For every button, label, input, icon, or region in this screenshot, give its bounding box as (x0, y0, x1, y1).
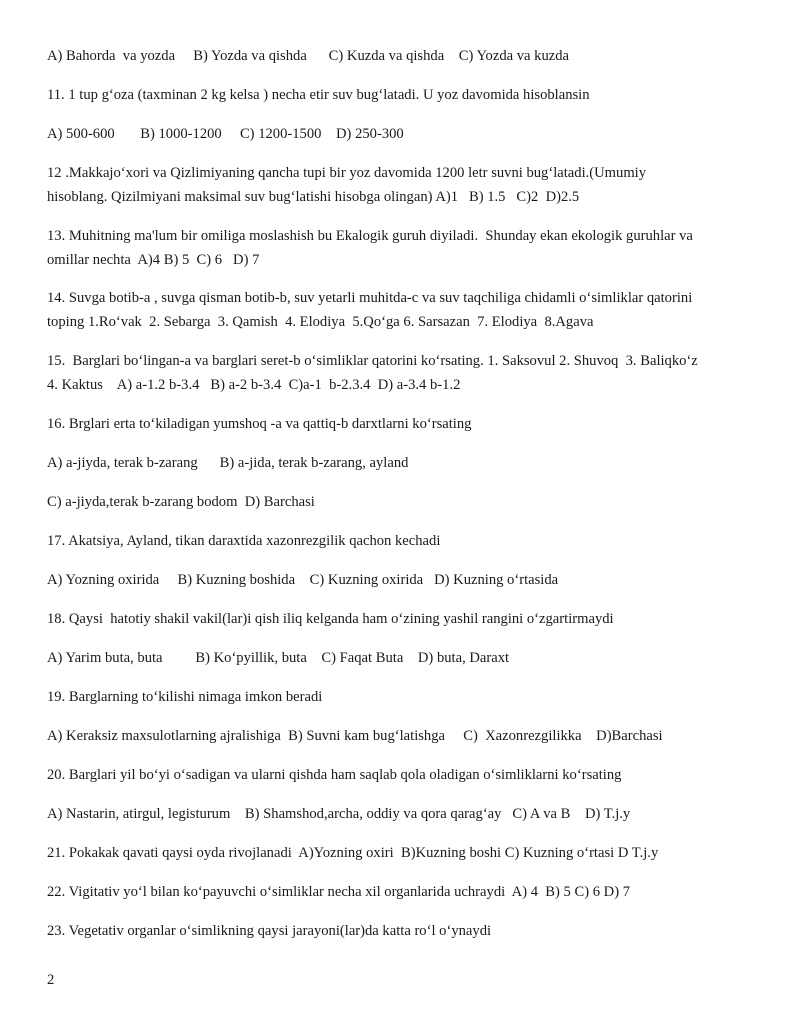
answer-options-line: A) Bahorda va yozda B) Yozda va qishda C) Kuzda va qishda C) Yozda va kuzda (47, 48, 570, 64)
question-11: 11. 1 tup g‘oza (taxminan 2 kg kelsa ) necha etir suv bug‘latadi. U yoz davomida hisoblansin (47, 87, 590, 103)
question-18: 18. Qaysi hatotiy shakil vakil(lar)i qish iliq kelganda ham o‘zining yashil rangini o‘zgartirmaydi (47, 611, 614, 627)
question-19: 19. Barglarning to‘kilishi nimaga imkon beradi (47, 689, 323, 705)
question-23: 23. Vegetativ organlar o‘simlikning qaysi jarayoni(lar)da katta ro‘l o‘ynaydi (47, 923, 492, 939)
answer-options-line: A) a-jiyda, terak b-zarang B) a-jida, terak b-zarang, ayland (47, 455, 409, 471)
question-15: 15. Barglari bo‘lingan-a va barglari seret-b o‘simliklar qatorini ko‘rsating. 1. Saksovul 2. Shuvoq 3. Baliqko‘z (47, 353, 698, 369)
question-20: 20. Barglari yil bo‘yi o‘sadigan va ularni qishda ham saqlab qola oladigan o‘simliklarni ko‘rsating (47, 767, 622, 783)
question-14-continued: toping 1.Ro‘vak 2. Sebarga 3. Qamish 4. Elodiya 5.Qo‘ga 6. Sarsazan 7. Elodiya 8.Agava (47, 314, 594, 330)
answer-options-line: A) Yarim buta, buta B) Ko‘pyillik, buta C) Faqat Buta D) buta, Daraxt (47, 650, 510, 666)
question-14: 14. Suvga botib-a , suvga qisman botib-b, suv yetarli muhitda-c va suv taqchiliga chidamli o‘simliklar qatorini (47, 290, 693, 306)
answer-options-line: C) a-jiyda,terak b-zarang bodom D) Barchasi (47, 494, 315, 510)
question-13: 13. Muhitning ma'lum bir omiliga moslashish bu Ekalogik guruh diyiladi. Shunday ekan ekologik guruhlar va (47, 228, 693, 244)
answer-options-line: A) Yozning oxirida B) Kuzning boshida C) Kuzning oxirida D) Kuzning o‘rtasida (47, 572, 559, 588)
question-16: 16. Brglari erta to‘kiladigan yumshoq -a va qattiq-b darxtlarni ko‘rsating (47, 416, 472, 432)
answer-options-line: A) Keraksiz maxsulotlarning ajralishiga B) Suvni kam bug‘latishga C) Xazonrezgilikka D)Barchasi (47, 728, 663, 744)
question-12-continued: hisoblang. Qizilmiyani maksimal suv bug‘latishi hisobga olingan) A)1 B) 1.5 C)2 D)2.5 (47, 189, 580, 205)
answer-options-line: A) Nastarin, atirgul, legisturum B) Shamshod,archa, oddiy va qora qarag‘ay C) A va B D) T.j.y (47, 806, 631, 822)
answer-options-line: A) 500-600 B) 1000-1200 C) 1200-1500 D) 250-300 (47, 126, 404, 142)
question-13-continued: omillar nechta A)4 B) 5 C) 6 D) 7 (47, 252, 260, 268)
question-15-continued: 4. Kaktus A) a-1.2 b-3.4 B) a-2 b-3.4 C)a-1 b-2.3.4 D) a-3.4 b-1.2 (47, 377, 461, 393)
question-21: 21. Pokakak qavati qaysi oyda rivojlanadi A)Yozning oxiri B)Kuzning boshi C) Kuzning o‘rtasi D T.j.y (47, 845, 659, 861)
page-number: 2 (47, 972, 55, 988)
question-12: 12 .Makkajo‘xori va Qizlimiyaning qancha tupi bir yoz davomida 1200 letr suvni bug‘latadi.(Umumiy (47, 165, 647, 181)
question-17: 17. Akatsiya, Ayland, tikan daraxtida xazonrezgilik qachon kechadi (47, 533, 441, 549)
question-22: 22. Vigitativ yo‘l bilan ko‘payuvchi o‘simliklar necha xil organlarida uchraydi A) 4 B) 5 C) 6 D) 7 (47, 884, 631, 900)
